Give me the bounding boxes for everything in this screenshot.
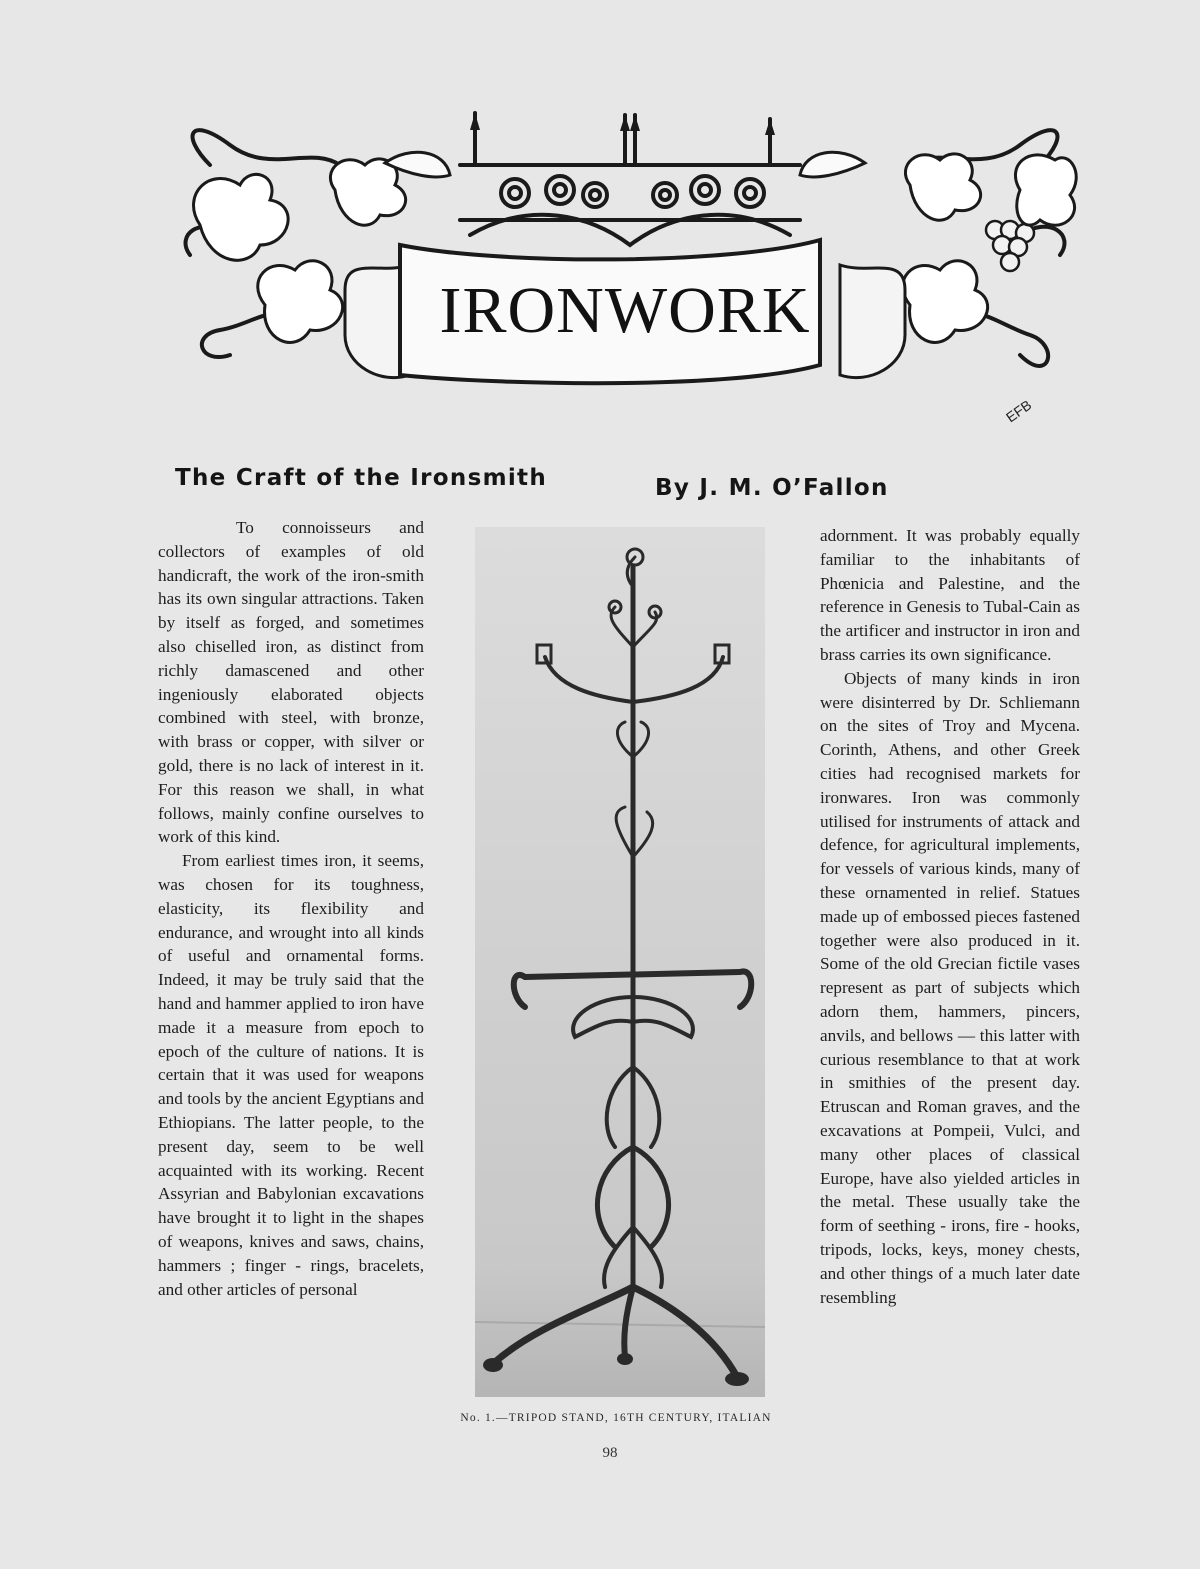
tripod-stand-photo — [475, 527, 765, 1397]
right-text-column — [820, 524, 1080, 1309]
left-text-column — [158, 516, 424, 1301]
vine-scroll-ornament — [170, 105, 1080, 405]
article-byline: By J. M. O’Fallon — [655, 475, 889, 501]
article-subtitle: The Craft of the Ironsmith — [175, 465, 547, 491]
figure-caption: No. 1.—TRIPOD STAND, 16TH CENTURY, ITALIAN — [460, 1412, 772, 1424]
paragraph: To connoisseurs and collectors of examples of old handicraft, the work of the iron-smith has its own singular attractions. Taken by itself as forged, and sometimes also chiselled iron, as distinct from richly damascened and other ingeniously elaborated objects combined with steel, with bronze, with brass or copper, with silver or gold, there is no lack of interest in it. For this reason we shall, in what follows, mainly confine ourselves to work of this kind. — [158, 518, 424, 847]
paragraph: Objects of many kinds in iron were disinterred by Dr. Schliemann on the sites of Troy and Mycena. Corinth, Athens, and other Greek cities had recognised markets for ironwares. Iron was commonly utilised for instruments of attack and defence, for agricultural implements, for vessels of various kinds, many of these ornamented in relief. Statues made up of embossed pieces fastened together were also produced in it. Some of the old Grecian fictile vases represent as part of subjects which adorn them, hammers, pincers, anvils, and bellows — this latter with curious resemblance to that at work in smithies of the present day. Etruscan and Roman graves, and the excavations at Pompeii, Vulci, and many other places of classical Europe, have also yielded articles in the metal. These usually take the form of seething - irons, fire - hooks, tripods, locks, keys, money chests, and other things of a much later date resembling — [820, 668, 1080, 1307]
paragraph: adornment. It was probably equally familiar to the inhabitants of Phœnicia and Palestine, and the reference in Genesis to Tubal-Cain as the artificer and instructor in iron and brass carries its own significance. — [820, 526, 1080, 664]
page-title: IRONWORK — [439, 274, 811, 347]
page-number: 98 — [602, 1445, 618, 1461]
artist-monogram: EFB — [1002, 396, 1035, 426]
ironwork-headpiece — [170, 105, 1080, 426]
iron-tripod-stand-illustration — [475, 527, 765, 1397]
paragraph: From earliest times iron, it seems, was chosen for its toughness, elasticity, its flexibility and endurance, and wrought into all kinds of useful and ornamental forms. Indeed, it may be truly said that the hand and hammer applied to iron have made it a measure from epoch to epoch of the culture of nations. It is certain that it was used for weapons and tools by the ancient Egyptians and Ethiopians. The latter people, to the present day, seem to be well acquainted with its working. Recent Assyrian and Babylonian excavations have brought it to light in the shapes of weapons, knives and saws, chains, hammers ; finger - rings, bracelets, and other articles of personal — [158, 851, 424, 1299]
